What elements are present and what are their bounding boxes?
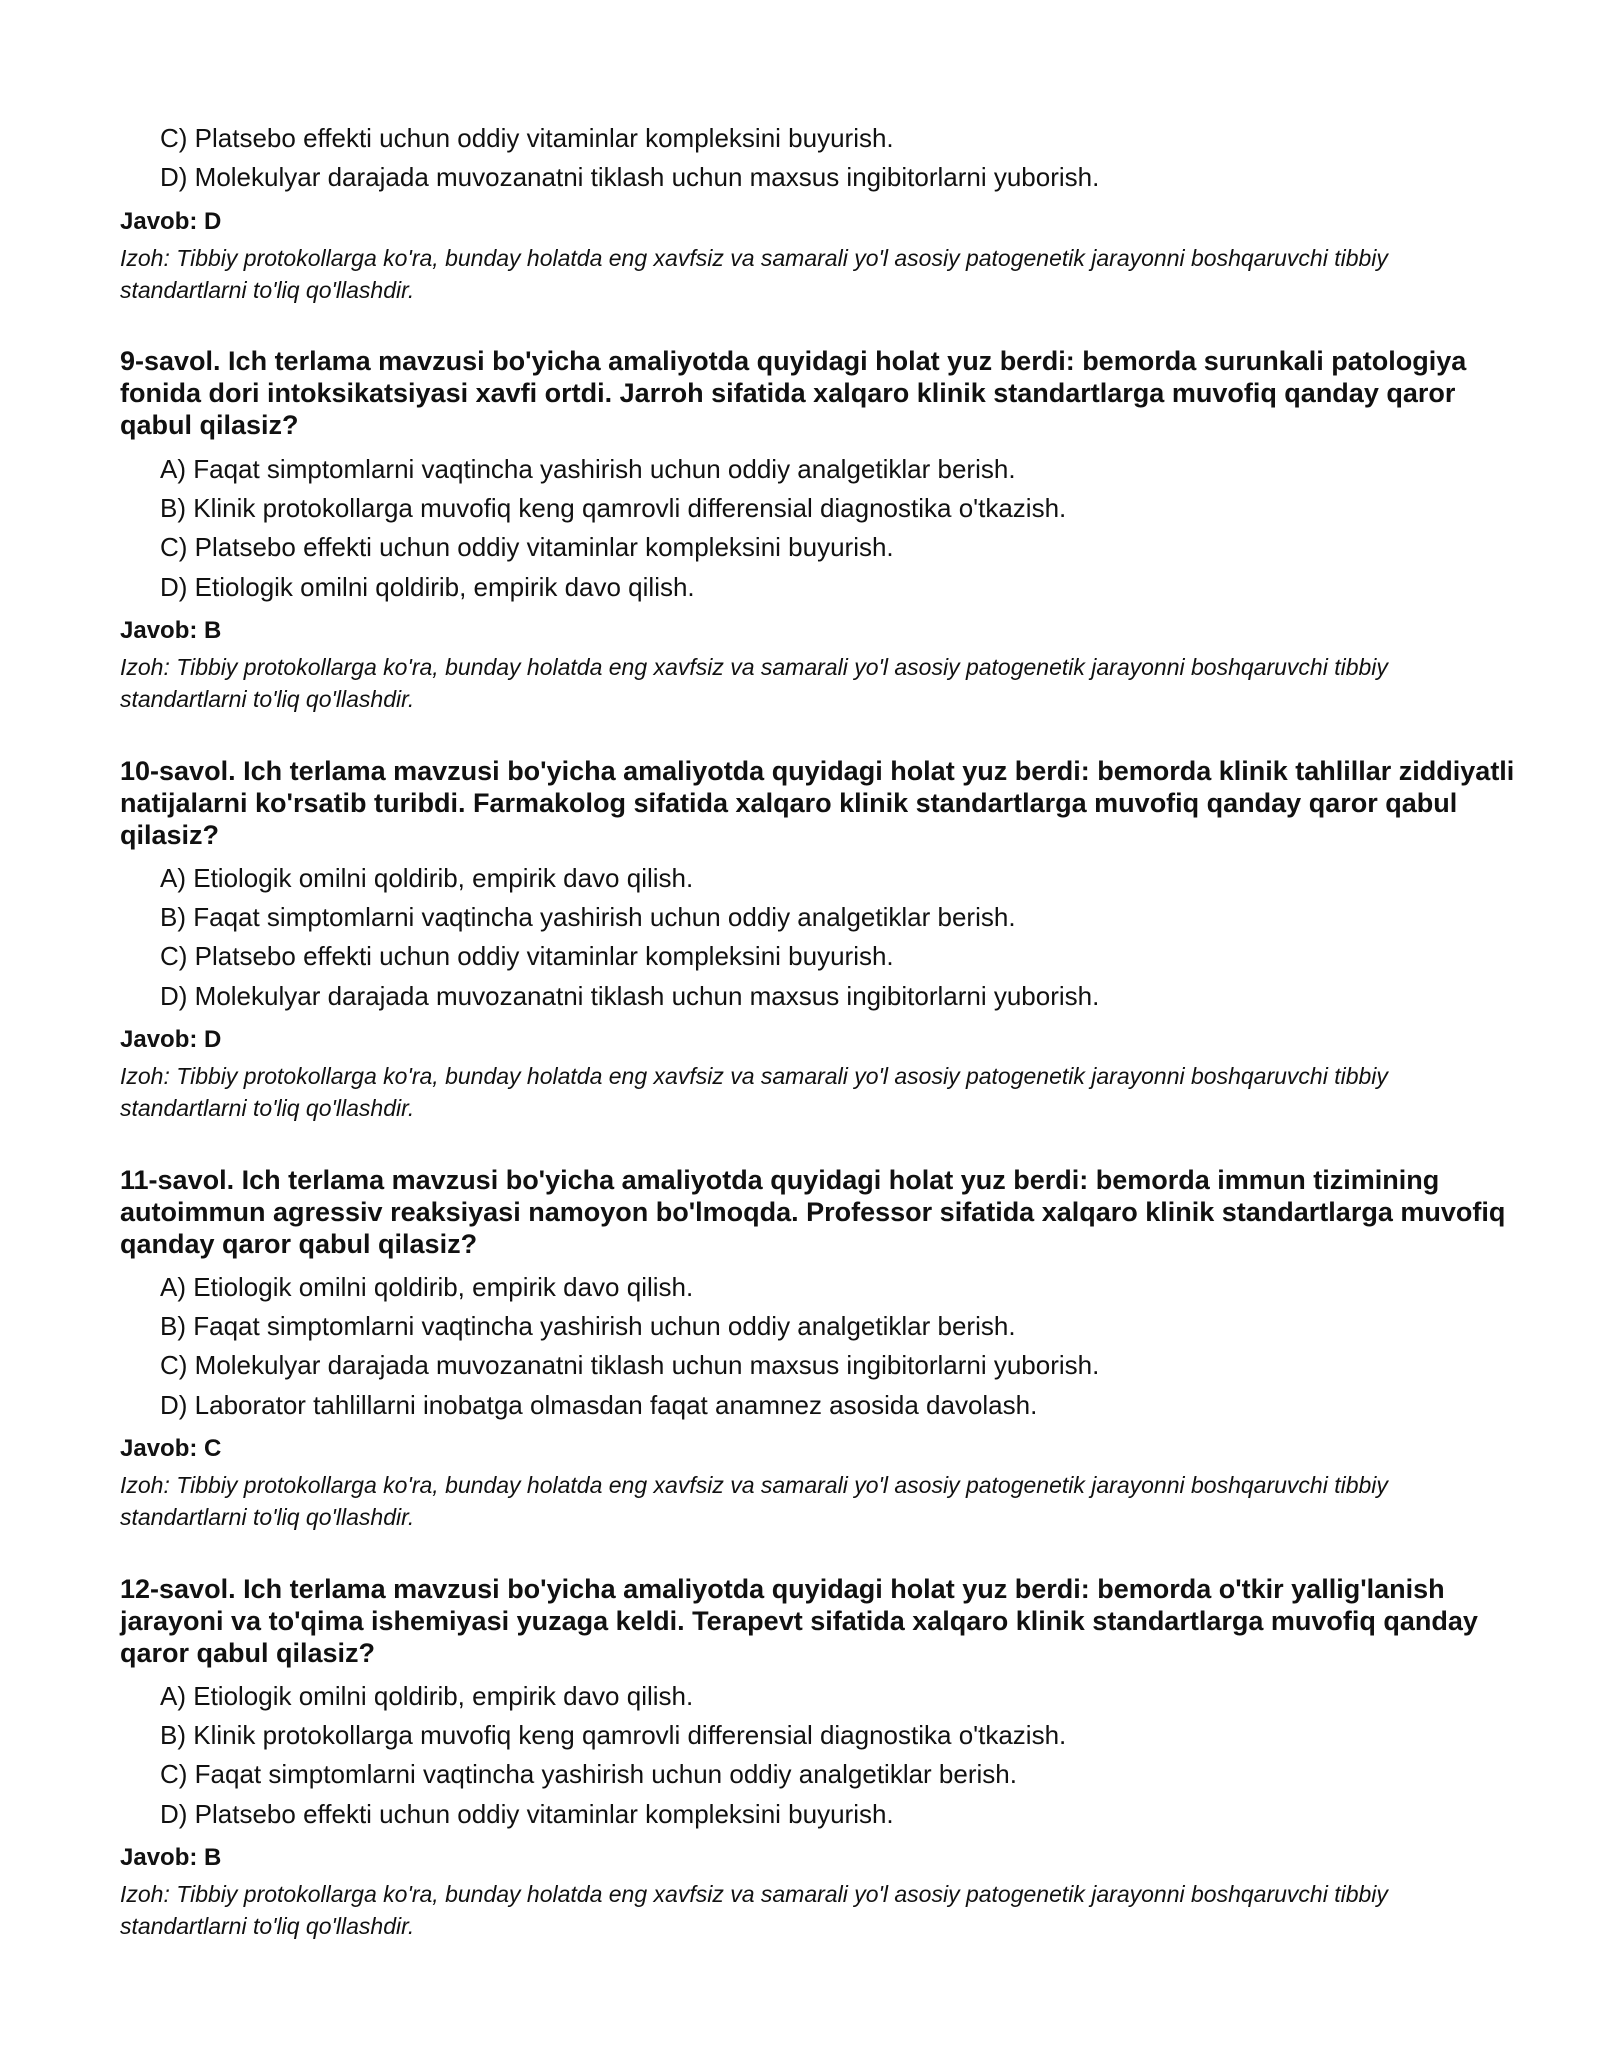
question-12-option-b: B) Klinik protokollarga muvofiq keng qamrovli differensial diagnostika o'tkazish. (160, 1720, 1067, 1750)
option-c: C) Platsebo effekti uchun oddiy vitaminlar kompleksini buyurish. (160, 123, 894, 153)
question-12-option-d: D) Platsebo effekti uchun oddiy vitaminlar kompleksini buyurish. (160, 1799, 894, 1829)
question-9-option-a: A) Faqat simptomlarni vaqtincha yashirish uchun oddiy analgetiklar berish. (160, 454, 1016, 484)
question-12-answer: Javob: B (120, 1844, 222, 1871)
question-12-note: Izoh: Tibbiy protokollarga ko'ra, bunday holatda eng xavfsiz va samarali yo'l asosiy patogenetik jarayonni boshqaruvchi tibbiy standartlarni to'liq qo'llashdir. (120, 1881, 1388, 1939)
question-11-title: 11-savol. Ich terlama mavzusi bo'yicha amaliyotda quyidagi holat yuz berdi: bemorda immun tizimining autoimmun agressiv reaksiyasi namoyon bo'lmoqda. Professor sifatida xalqaro klinik standartlarga muvofiq qanday qaror qabul qilasiz? (120, 1165, 1506, 1259)
answer: Javob: D (120, 208, 222, 235)
question-10-option-c: C) Platsebo effekti uchun oddiy vitaminlar kompleksini buyurish. (160, 941, 894, 971)
question-9-option-c: C) Platsebo effekti uchun oddiy vitaminlar kompleksini buyurish. (160, 532, 894, 562)
question-11-answer: Javob: C (120, 1435, 222, 1462)
question-11-option-c: C) Molekulyar darajada muvozanatni tiklash uchun maxsus ingibitorlarni yuborish. (160, 1350, 1100, 1380)
question-10-option-d: D) Molekulyar darajada muvozanatni tiklash uchun maxsus ingibitorlarni yuborish. (160, 981, 1100, 1011)
option-d: D) Molekulyar darajada muvozanatni tiklash uchun maxsus ingibitorlarni yuborish. (160, 162, 1100, 192)
question-10-title: 10-savol. Ich terlama mavzusi bo'yicha amaliyotda quyidagi holat yuz berdi: bemorda klinik tahlillar ziddiyatli natijalarni ko'rsatib turibdi. Farmakolog sifatida xalqaro klinik standartlarga muvofiq qanday qaror qabul qilasiz? (120, 756, 1515, 850)
question-10-note: Izoh: Tibbiy protokollarga ko'ra, bunday holatda eng xavfsiz va samarali yo'l asosiy patogenetik jarayonni boshqaruvchi tibbiy standartlarni to'liq qo'llashdir. (120, 1063, 1388, 1121)
question-9-answer: Javob: B (120, 617, 222, 644)
question-11-option-b: B) Faqat simptomlarni vaqtincha yashirish uchun oddiy analgetiklar berish. (160, 1311, 1016, 1341)
question-11-option-a: A) Etiologik omilni qoldirib, empirik davo qilish. (160, 1272, 694, 1302)
question-10-option-b: B) Faqat simptomlarni vaqtincha yashirish uchun oddiy analgetiklar berish. (160, 902, 1016, 932)
question-11-option-d: D) Laborator tahlillarni inobatga olmasdan faqat anamnez asosida davolash. (160, 1390, 1038, 1420)
question-9-option-d: D) Etiologik omilni qoldirib, empirik davo qilish. (160, 572, 695, 602)
question-12-title: 12-savol. Ich terlama mavzusi bo'yicha amaliyotda quyidagi holat yuz berdi: bemorda o'tkir yallig'lanish jarayoni va to'qima ishemiyasi yuzaga keldi. Terapevt sifatida xalqaro klinik standartlarga muvofiq qanday qaror qabul qilasiz? (120, 1574, 1478, 1668)
question-12-option-c: C) Faqat simptomlarni vaqtincha yashirish uchun oddiy analgetiklar berish. (160, 1759, 1017, 1789)
question-9-title: 9-savol. Ich terlama mavzusi bo'yicha amaliyotda quyidagi holat yuz berdi: bemorda surunkali patologiya fonida dori intoksikatsiyasi xavfi ortdi. Jarroh sifatida xalqaro klinik standartlarga muvofiq qanday qaror qabul qilasiz? (120, 346, 1467, 440)
question-9-note: Izoh: Tibbiy protokollarga ko'ra, bunday holatda eng xavfsiz va samarali yo'l asosiy patogenetik jarayonni boshqaruvchi tibbiy standartlarni to'liq qo'llashdir. (120, 654, 1388, 712)
question-10-answer: Javob: D (120, 1026, 222, 1053)
question-12-option-a: A) Etiologik omilni qoldirib, empirik davo qilish. (160, 1681, 694, 1711)
explanation-note: Izoh: Tibbiy protokollarga ko'ra, bunday holatda eng xavfsiz va samarali yo'l asosiy patogenetik jarayonni boshqaruvchi tibbiy standartlarni to'liq qo'llashdir. (120, 245, 1388, 303)
question-10-option-a: A) Etiologik omilni qoldirib, empirik davo qilish. (160, 863, 694, 893)
question-9-option-b: B) Klinik protokollarga muvofiq keng qamrovli differensial diagnostika o'tkazish. (160, 493, 1067, 523)
question-11-note: Izoh: Tibbiy protokollarga ko'ra, bunday holatda eng xavfsiz va samarali yo'l asosiy patogenetik jarayonni boshqaruvchi tibbiy standartlarni to'liq qo'llashdir. (120, 1472, 1388, 1530)
